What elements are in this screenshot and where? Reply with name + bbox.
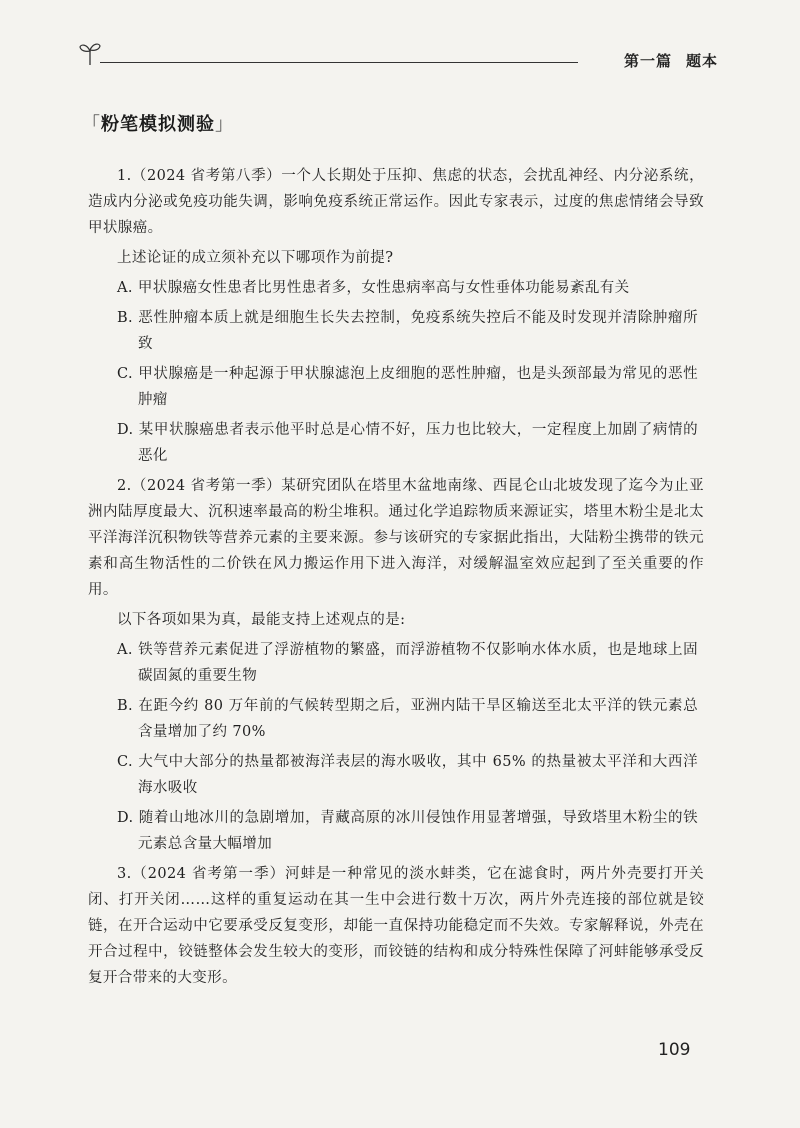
question-stem: 上述论证的成立须补充以下哪项作为前提? bbox=[117, 250, 394, 266]
question-number: 3. bbox=[117, 866, 132, 882]
option-a: A. 甲状腺癌女性患者比男性患者多，女性患病率高与女性垂体功能易紊乱有关 bbox=[117, 280, 630, 296]
question-body bbox=[88, 473, 704, 603]
sprout-icon bbox=[78, 40, 102, 66]
header-title bbox=[624, 50, 718, 71]
section-title-text: 粉笔模拟测验 bbox=[101, 114, 215, 135]
question-number: 1. bbox=[117, 168, 132, 184]
header-part: 第一篇 bbox=[623, 52, 672, 70]
question-body bbox=[88, 163, 704, 241]
question-body bbox=[88, 861, 704, 991]
question-number: 2. bbox=[117, 478, 132, 494]
section-title bbox=[82, 110, 234, 136]
option-b: B. 恶性肿瘤本质上就是细胞生长失去控制，免疫系统失控后不能及时发现并清除肿瘤所致 bbox=[117, 310, 698, 352]
running-header bbox=[78, 40, 718, 70]
option-a: A. 铁等营养元素促进了浮游植物的繁盛，而浮游植物不仅影响水体水质，也是地球上固碳固氮的重要生物 bbox=[117, 642, 698, 684]
right-bracket: 」 bbox=[215, 114, 234, 135]
question-text: 一个人长期处于压抑、焦虑的状态，会扰乱神经、内分泌系统，造成内分泌或免疫功能失调，影响免疫系统正常运作。因此专家表示，过度的焦虑情绪会导致甲状腺癌。 bbox=[88, 168, 705, 236]
question-text: 某研究团队在塔里木盆地南缘、西昆仑山北坡发现了迄今为止亚洲内陆厚度最大、沉积速率最高的粉尘堆积。通过化学追踪物质来源证实，塔里木粉尘是北太平洋海洋沉积物铁等营养元素的主要来源。参与该研究的专家据此指出，大陆粉尘携带的铁元素和高生物活性的二价铁在风力搬运作用下进入海洋，对缓解温室效应起到了至关重要的作用。 bbox=[88, 478, 705, 598]
option-c: C. 大气中大部分的热量都被海洋表层的海水吸收，其中 65% 的热量被太平洋和大西洋海水吸收 bbox=[117, 754, 698, 796]
header-rule bbox=[100, 62, 578, 63]
question-source: （2024 省考第八季） bbox=[131, 168, 282, 184]
question-source: （2024 省考第一季） bbox=[131, 478, 282, 494]
question-stem: 以下各项如果为真，最能支持上述观点的是: bbox=[117, 612, 406, 628]
questions-content bbox=[88, 163, 704, 995]
page-number: 109 bbox=[658, 1040, 691, 1060]
question-1 bbox=[88, 163, 704, 469]
option-d: D. 随着山地冰川的急剧增加，青藏高原的冰川侵蚀作用显著增强，导致塔里木粉尘的铁元素总含量大幅增加 bbox=[117, 810, 698, 852]
header-section: 题本 bbox=[685, 52, 718, 70]
question-source: （2024 省考第一季） bbox=[131, 866, 286, 882]
question-3 bbox=[88, 861, 704, 991]
question-2 bbox=[88, 473, 704, 857]
option-c: C. 甲状腺癌是一种起源于甲状腺滤泡上皮细胞的恶性肿瘤，也是头颈部最为常见的恶性肿瘤 bbox=[117, 366, 698, 408]
option-b: B. 在距今约 80 万年前的气候转型期之后，亚洲内陆干旱区输送至北太平洋的铁元素总含量增加了约 70% bbox=[117, 698, 698, 740]
question-text: 河蚌是一种常见的淡水蚌类，它在滤食时，两片外壳要打开关闭、打开关闭……这样的重复运动在其一生中会进行数十万次，两片外壳连接的部位就是铰链，在开合运动中它要承受反复变形，却能一直保持功能稳定而不失效。专家解释说，外壳在开合过程中，铰链整体会发生较大的变形，而铰链的结构和成分特殊性保障了河蚌能够承受反复开合带来的大变形。 bbox=[88, 866, 704, 986]
option-d: D. 某甲状腺癌患者表示他平时总是心情不好，压力也比较大，一定程度上加剧了病情的恶化 bbox=[117, 422, 698, 464]
left-bracket: 「 bbox=[82, 114, 101, 135]
